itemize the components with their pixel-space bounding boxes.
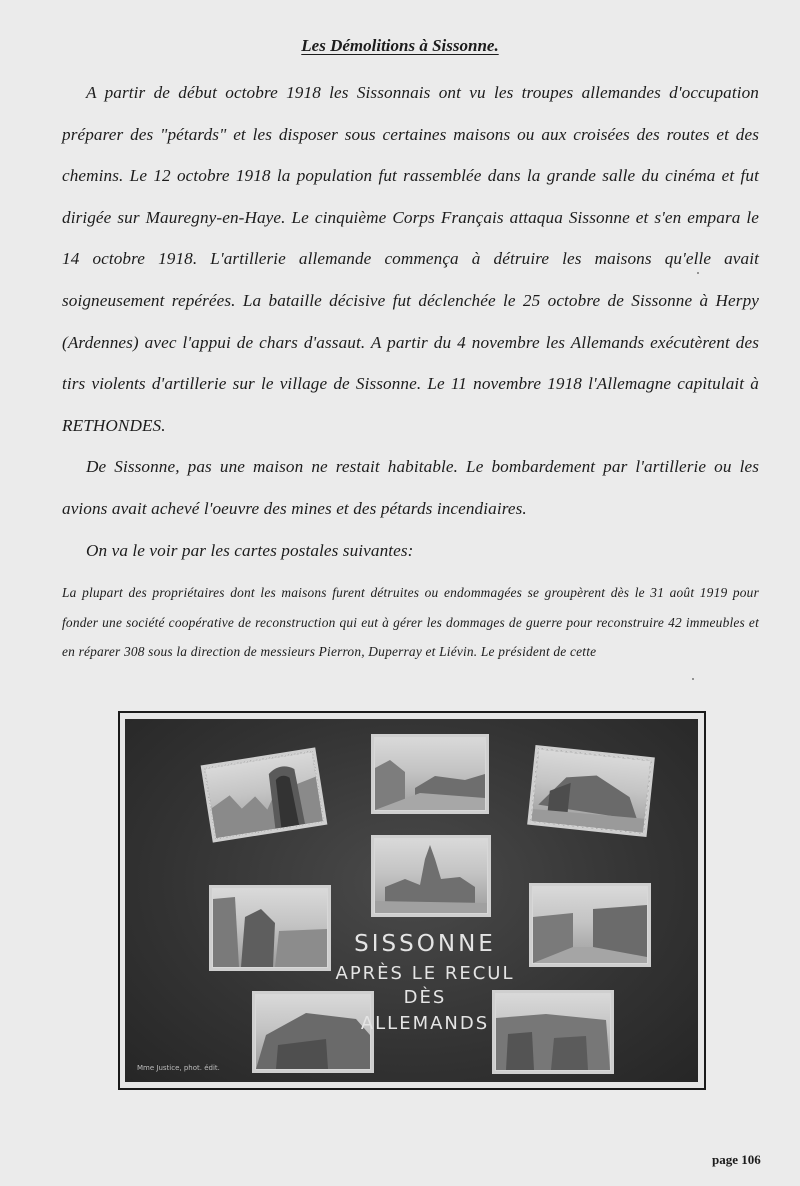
postcard-title: SISSONNE — [354, 931, 496, 957]
postcard-frame — [118, 711, 706, 1090]
postcard-photo-collapsed-roof — [530, 748, 651, 834]
scan-speck — [692, 678, 694, 680]
page-title: Les Démolitions à Sissonne. — [301, 36, 499, 55]
postcard-subtitle-line2: DÈS — [403, 987, 447, 1008]
paragraph-2: De Sissonne, pas une maison ne restait habitable. Le bombardement par l'artillerie ou les avions avait achevé l'oeuvre des mines et des pétards incendiaires. — [62, 457, 759, 518]
paragraph-3: On va le voir par les cartes postales suivantes: — [86, 540, 414, 560]
postcard-subtitle-line1: APRÈS LE RECUL — [335, 963, 515, 984]
postcard-photo-church — [374, 838, 488, 914]
body-text — [62, 72, 759, 571]
postcard-credit: Mme Justice, phot. édit. — [137, 1064, 220, 1072]
postcard-photo-street-top — [374, 737, 486, 811]
postcard-image — [125, 719, 698, 1082]
postcard-photo-right-middle — [532, 886, 648, 964]
paragraph-1: A partir de début octobre 1918 les Sissonnais ont vu les troupes allemandes d'occupation préparer des "pétards" et les disposer sous certaines maisons ou aux croisées des routes et des chemins. Le 12 octobre 1918 la population fut rassemblée dans la grande salle du cinéma et fut dirigée sur Mauregny-en-Haye. Le cinquième Corps Français attaqua Sissonne et s'en empara le 14 octobre 1918. L'artillerie allemande commença à détruire les maisons qu'elle avait soigneusement repérées. La bataille décisive fut déclenchée le 25 octobre de Sissonne à Herpy (Ardennes) avec l'appui de chars d'assaut. A partir du 4 novembre les Allemands exécutèrent des tirs violents d'artillerie sur le village de Sissonne. Le 11 novembre 1918 l'Allemagne capitulait à RETHONDES. — [62, 83, 759, 435]
postcard-subtitle-line3: ALLEMANDS — [360, 1013, 490, 1034]
page-number: page 106 — [712, 1152, 761, 1167]
postcard-photo-ruins-tree — [204, 751, 324, 839]
small-paragraph: La plupart des propriétaires dont les maisons furent détruites ou endommagées se groupèrent dès le 31 août 1919 pour fonder une société coopérative de reconstruction qui eut à gérer les dommages de guerre pour reconstruire 42 immeubles et en réparer 308 sous la direction de messieurs Pierron, Duperray et Liévin. Le président de cette — [62, 585, 759, 659]
small-text-block — [62, 578, 759, 667]
scan-speck — [697, 272, 699, 274]
postcard-photo-left-middle — [212, 888, 328, 968]
